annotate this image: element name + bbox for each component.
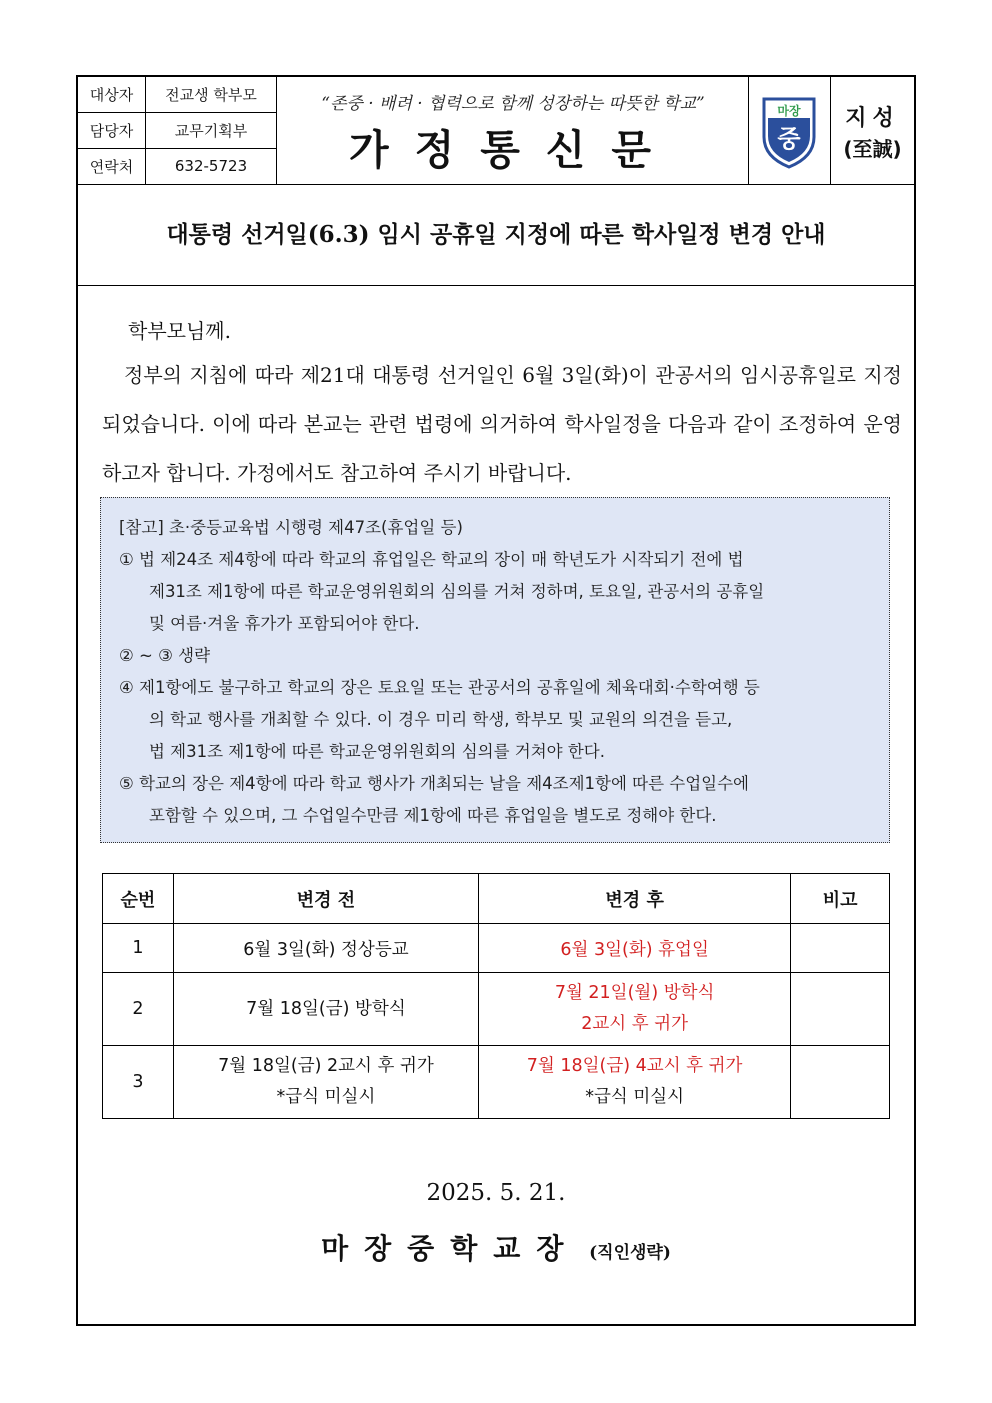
reference-line: 의 학교 행사를 개최할 수 있다. 이 경우 미리 학생, 학부모 및 교원의 의견을 듣고, (149, 710, 733, 729)
after-line: *급식 미실시 (585, 1087, 685, 1107)
table-row (103, 973, 890, 1046)
reference-line: ② ~ ③ 생략 (119, 646, 211, 665)
column-header: 변경 후 (479, 874, 791, 924)
reference-line: 법 제31조 제1항에 따른 학교운영위원회의 심의를 거쳐야 한다. (149, 742, 605, 761)
before-cell (173, 973, 478, 1046)
before-cell (173, 924, 478, 973)
table-row (103, 924, 890, 973)
issue-date: 2025. 5. 21. (426, 1180, 566, 1206)
reference-line: ⑤ 학교의 장은 제4항에 따라 학교 행사가 개최되는 날을 제4조제1항에 따른 수업일수에 (119, 774, 749, 793)
row-number: 1 (103, 924, 174, 973)
after-cell (479, 924, 791, 973)
after-cell (479, 973, 791, 1046)
reference-line: 및 여름·겨울 휴가가 포함되어야 한다. (149, 614, 420, 633)
info-key: 담당자 (78, 112, 146, 148)
table-row (103, 1046, 890, 1119)
column-header: 비고 (791, 874, 890, 924)
info-row (78, 77, 277, 112)
principal-signature: 마장중학교장 (321, 1232, 580, 1265)
logo-main-text: 중 (777, 125, 801, 153)
before-cell (173, 1046, 478, 1119)
after-line: 2교시 후 귀가 (581, 1014, 689, 1034)
logo-top-text: 마장 (777, 104, 801, 118)
letter-subject: 대통령 선거일(6.3) 임시 공휴일 지정에 따른 학사일정 변경 안내 (78, 184, 914, 286)
after-line: 7월 18일(금) 4교시 후 귀가 (526, 1056, 743, 1076)
reference-line: [참고] 초·중등교육법 시행령 제47조(휴업일 등) (119, 518, 463, 537)
row-number: 2 (103, 973, 174, 1046)
salutation: 학부모님께. (128, 319, 231, 343)
before-line: 6월 3일(화) 정상등교 (243, 939, 409, 960)
reference-box (100, 497, 890, 843)
letter-header (78, 77, 914, 185)
info-value: 632-5723 (146, 148, 277, 184)
document-frame (76, 75, 916, 1326)
stamp-note: (직인생략) (589, 1243, 671, 1263)
before-line: 7월 18일(금) 방학식 (246, 998, 406, 1019)
page-title: 가정통신문 (348, 126, 678, 174)
before-line: *급식 미실시 (276, 1087, 376, 1107)
note-cell (791, 1046, 890, 1119)
after-cell (479, 1046, 791, 1119)
after-line: 6월 3일(화) 휴업일 (560, 939, 709, 960)
info-value: 교무기획부 (146, 112, 277, 148)
note-cell (791, 924, 890, 973)
school-logo (748, 77, 831, 184)
column-header: 변경 전 (173, 874, 478, 924)
table-header-row (103, 874, 890, 924)
body-paragraph: 정부의 지침에 따라 제21대 대통령 선거일인 6월 3일(화)이 관공서의 임시공휴일로 지정되었습니다. 이에 따라 본교는 관련 법령에 의거하여 학사일정을 다음과 같이 조정하여 운영하고자 합니다. 가정에서도 참고하여 주시기 바랍니다. (102, 363, 902, 485)
before-line: 7월 18일(금) 2교시 후 귀가 (218, 1056, 434, 1076)
reference-line: 포함할 수 있으며, 그 수업일수만큼 제1항에 따른 휴업일을 별도로 정해야 한다. (149, 806, 717, 825)
school-motto-hanja: (至誠) (843, 137, 902, 161)
reference-line: ① 법 제24조 제4항에 따라 학교의 휴업일은 학교의 장이 매 학년도가 시작되기 전에 법 (119, 550, 744, 569)
reference-line: ④ 제1항에도 불구하고 학교의 장은 토요일 또는 관공서의 공휴일에 체육대회·수학여행 등 (119, 678, 760, 697)
row-number: 3 (103, 1046, 174, 1119)
school-logo-icon (749, 77, 830, 182)
reference-line: 제31조 제1항에 따른 학교운영위원회의 심의를 거쳐 정하며, 토요일, 관공서의 공휴일 (149, 582, 765, 601)
info-row (78, 148, 277, 184)
info-table (78, 77, 277, 184)
signature-line (78, 1227, 914, 1267)
school-motto (831, 77, 914, 184)
after-line: 7월 21일(월) 방학식 (554, 983, 715, 1003)
school-motto-korean: 지성 (845, 106, 900, 131)
school-slogan: “존중 · 배려 · 협력으로 함께 성장하는 따뜻한 학교” (321, 94, 705, 114)
info-key: 연락처 (78, 148, 146, 184)
column-header: 순번 (103, 874, 174, 924)
note-cell (791, 973, 890, 1046)
info-value: 전교생 학부모 (146, 77, 277, 112)
info-key: 대상자 (78, 77, 146, 112)
info-row (78, 112, 277, 148)
schedule-table (102, 873, 890, 1119)
